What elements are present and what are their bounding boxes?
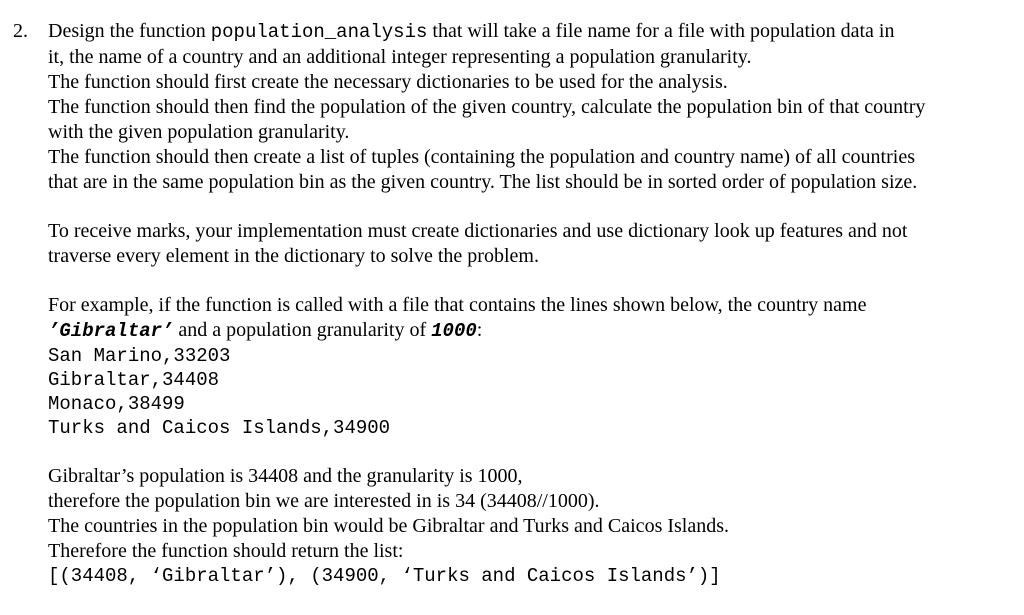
description-line-4: The function should then find the population of the given country, calculate the population bin of that country: [48, 96, 926, 118]
spacer: [48, 269, 1013, 293]
marking-note-line-1: To receive marks, your implementation must create dictionaries and use dictionary look up features and not: [48, 220, 908, 242]
spacer: [48, 440, 1013, 464]
file-line: Turks and Caicos Islands,34900: [48, 417, 391, 439]
description-line-5: with the given population granularity.: [48, 121, 350, 143]
description-line-1-pre: Design the function: [48, 20, 211, 42]
example-colon: :: [476, 319, 483, 341]
file-line: Monaco,38499: [48, 393, 185, 415]
description-line-7: that are in the same population bin as the given country. The list should be in sorted order of population size.: [48, 171, 918, 193]
example-section: [48, 293, 1013, 440]
description-line-1-post: that will take a file name for a file with population data in: [427, 20, 895, 42]
file-line: San Marino,33203: [48, 345, 231, 367]
spacer: [48, 195, 1013, 219]
explanation-section: [48, 464, 1013, 588]
description-line-3: The function should first create the necessary dictionaries to be used for the analysis.: [48, 71, 728, 93]
country-argument: ’Gibraltar’: [48, 320, 174, 342]
file-contents: [48, 344, 1013, 440]
file-line: Gibraltar,34408: [48, 369, 220, 391]
description-line-6: The function should then create a list of tuples (containing the population and country name) of all countries: [48, 146, 915, 168]
example-args-line: [48, 318, 1013, 344]
marking-note-line-2: traverse every element in the dictionary to solve the problem.: [48, 245, 539, 267]
marking-note: [48, 219, 1013, 269]
function-name: population_analysis: [210, 21, 428, 43]
explanation-line-3: The countries in the population bin would be Gibraltar and Turks and Caicos Islands.: [48, 515, 730, 537]
question-body: [48, 19, 1013, 588]
granularity-argument: 1000: [431, 320, 477, 342]
description-line-1: [48, 19, 1013, 45]
description-line-2: it, the name of a country and an additional integer representing a population granularity.: [48, 46, 752, 68]
task-description: [48, 19, 1013, 195]
expected-result: [(34408, ‘Gibraltar’), (34900, ‘Turks and Caicos Islands’)]: [48, 565, 721, 587]
example-intro-line: For example, if the function is called with a file that contains the lines shown below, the country name: [48, 294, 867, 316]
explanation-line-1: Gibraltar’s population is 34408 and the granularity is 1000,: [48, 465, 523, 487]
explanation-line-2: therefore the population bin we are interested in is 34 (34408//1000).: [48, 490, 600, 512]
question-number: 2.: [13, 20, 28, 42]
example-mid-text: and a population granularity of: [173, 319, 432, 341]
explanation-line-4: Therefore the function should return the list:: [48, 540, 404, 562]
